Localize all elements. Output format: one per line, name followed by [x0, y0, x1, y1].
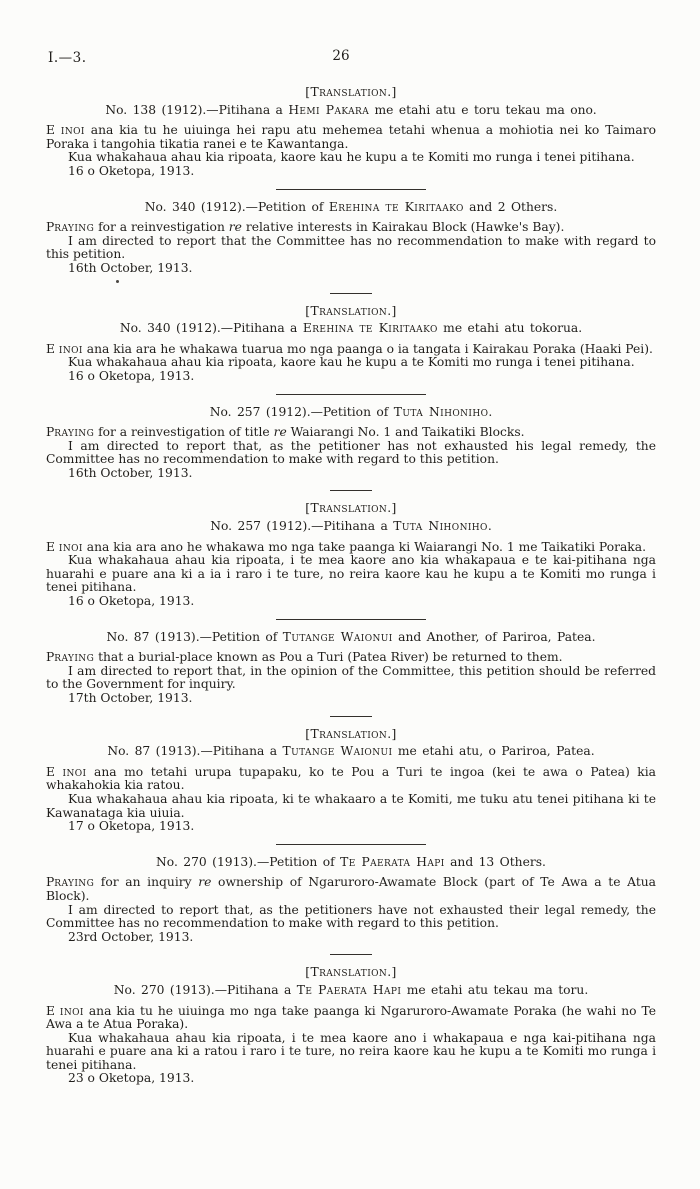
petitioner-name: Tuta Nihoniho [393, 519, 488, 534]
bracket-close: ] [391, 501, 397, 516]
text-segment: 23rd October, 1913. [68, 929, 194, 944]
date-line [46, 467, 656, 481]
petition-heading [46, 201, 656, 215]
text-segment: No. 257 (1912).—Pitihana a [210, 519, 394, 534]
text-segment: for a reinvestigation of title [94, 425, 274, 440]
section-divider [276, 619, 426, 620]
bracket-close: ] [391, 85, 397, 99]
bracket-open: [ [305, 85, 311, 99]
translation-word: Translation. [310, 726, 392, 741]
petitioner-name: Erehina te Kiritaako [302, 321, 438, 336]
translation-word: Translation. [310, 965, 392, 980]
text-segment: I am directed to report that the Committee has no recommendation to make with regard to this petition. [46, 233, 656, 262]
paragraph [46, 343, 656, 357]
text-segment: E [46, 341, 59, 356]
paragraph [46, 124, 656, 151]
translation-label [46, 86, 656, 100]
text-segment: P [46, 875, 55, 890]
text-segment: P [46, 220, 55, 235]
paragraph [46, 356, 656, 370]
text-segment: for a reinvestigation [94, 220, 229, 235]
section-divider [330, 716, 372, 717]
text-segment: 16th October, 1913. [68, 465, 193, 480]
text-segment: . [487, 519, 492, 534]
translation-label [46, 502, 656, 516]
date-line [46, 692, 656, 706]
text-segment: P [46, 425, 55, 440]
text-segment: No. 340 (1912).—Petition of [144, 199, 329, 214]
paragraph [46, 665, 656, 692]
text-segment: me etahi atu tekau ma toru. [401, 982, 589, 997]
bracket-open: [ [305, 303, 311, 318]
text-segment: and 13 Others. [444, 854, 546, 869]
petitioner-name: inoi [62, 764, 87, 779]
translation-label [46, 728, 656, 742]
petitioner-name: Te Paerata Hapi [296, 982, 402, 997]
petition-heading [46, 104, 656, 118]
petition-section-2 [46, 201, 656, 294]
section-divider [276, 189, 426, 190]
petitioner-name: Te Paerata Hapi [340, 854, 445, 869]
bracket-open: [ [305, 726, 311, 741]
petition-section-8 [46, 856, 656, 956]
text-segment: No. 257 (1912).—Petition of [209, 404, 394, 419]
date-line [46, 1072, 656, 1086]
text-segment: me etahi atu e toru tekau ma ono. [369, 102, 597, 117]
petitioner-name: raying [54, 425, 95, 440]
text-segment: Waiarangi No. 1 and Taikatiki Blocks. [286, 425, 525, 440]
text-segment: E [46, 539, 59, 554]
petitioner-name: raying [54, 875, 95, 890]
paragraph [46, 440, 656, 467]
bracket-open: [ [305, 501, 311, 516]
text-segment: ana kia tu he uiuinga mo nga take paanga ki Ngaruroro-Awamate Poraka (he wahi no Te Awa a te Atua Poraka). [46, 1003, 656, 1032]
text-segment: 23 o Oketopa, 1913. [68, 1071, 195, 1086]
petition-section-1 [46, 86, 656, 190]
text-segment: I am directed to report that, as the petitioners have not exhausted their legal remedy, the Committee has no recommendation to make with regard to this petition. [46, 902, 656, 931]
paragraph [46, 426, 656, 440]
section-divider [330, 293, 372, 294]
petition-section-3 [46, 305, 656, 395]
date-line [46, 931, 656, 945]
date-line [46, 370, 656, 384]
text-segment: 16th October, 1913. [68, 260, 193, 275]
text-segment: ana kia ara he whakawa tuarua mo nga paanga o ia tangata i Kairakau Poraka (Haaki Pei). [82, 341, 653, 356]
translation-word: Translation. [310, 85, 392, 99]
paragraph [46, 651, 656, 665]
paragraph [46, 541, 656, 555]
paragraph [46, 151, 656, 165]
date-line [46, 595, 656, 609]
text-segment: that a burial-place known as Pou a Turi (Patea River) be returned to them. [94, 650, 563, 665]
section-divider [330, 954, 372, 955]
text-segment: I am directed to report that, in the opinion of the Committee, this petition should be referred to the Government for inquiry. [46, 663, 656, 692]
petition-heading [46, 745, 656, 759]
text-segment: 17 o Oketopa, 1913. [68, 819, 195, 834]
text-segment: me etahi atu tokorua. [437, 321, 583, 336]
text-segment: No. 270 (1913).—Petition of [156, 854, 341, 869]
translation-label [46, 966, 656, 980]
bracket-close: ] [391, 726, 397, 741]
text-segment: Kua whakahaua ahau kia ripoata, i te mea kaore ano i whakapaua e nga kai-pitihana nga huarahi e puare ana ki a ratou i raro i te ture, no reira kaore kau he kupu a te Komiti mo runga i tenei pitihana. [46, 1030, 656, 1072]
section-divider [330, 490, 372, 491]
page-header [46, 48, 656, 72]
translation-label [46, 305, 656, 319]
text-segment: No. 270 (1913).—Pitihana a [113, 982, 297, 997]
petition-heading [46, 322, 656, 336]
text-segment: 16 o Oketopa, 1913. [68, 594, 195, 609]
bracket-close: ] [391, 303, 397, 318]
petitioner-name: Tuta Nihoniho [393, 404, 489, 419]
text-segment: . [488, 404, 493, 419]
text-segment: 16 o Oketopa, 1913. [68, 368, 195, 383]
text-segment: ana kia tu he uiuinga hei rapu atu mehemea tetahi whenua a mohiotia nei ko Taimaro Poraka i tangohia tikatia ranei e te Kawantanga. [46, 123, 656, 151]
text-segment: I am directed to report that, as the petitioner has not exhausted his legal remedy, the Committee has no recommendation to make with regard to this petition. [46, 438, 656, 467]
date-line [46, 820, 656, 834]
paragraph [46, 876, 656, 903]
petitioner-name: raying [54, 220, 95, 235]
petition-heading [46, 406, 656, 420]
date-line [46, 262, 656, 276]
text-segment: No. 87 (1913).—Petition of [106, 629, 283, 644]
paragraph [46, 766, 656, 793]
bracket-open: [ [305, 965, 311, 980]
page-number: 26 [332, 48, 350, 64]
petitioner-name: inoi [60, 123, 85, 138]
petitioner-name: inoi [58, 539, 83, 554]
latin-term: re [273, 425, 287, 440]
paragraph [46, 221, 656, 235]
text-segment: 17th October, 1913. [68, 691, 193, 705]
paragraph [46, 554, 656, 595]
petition-heading [46, 856, 656, 870]
translation-word: Translation. [310, 303, 392, 318]
text-segment: ownership of Ngaruroro-Awamate Block (part of Te Awa a te Atua Block). [46, 875, 657, 903]
petitioner-name: inoi [58, 341, 83, 356]
text-segment: No. 138 (1912).—Pitihana a [105, 102, 289, 117]
petitioner-name: Tutange Waionui [282, 629, 393, 644]
paragraph [46, 1005, 656, 1032]
petition-section-7 [46, 728, 656, 845]
latin-term: re [228, 220, 242, 235]
petitioner-name: raying [54, 650, 95, 665]
text-segment: Kua whakahaua ahau kia ripoata, kaore kau he kupu a te Komiti mo runga i tenei pitihana. [68, 150, 635, 165]
text-segment: E [46, 764, 63, 779]
petition-section-9 [46, 966, 656, 1086]
petition-section-5 [46, 502, 656, 619]
section-divider [276, 844, 426, 845]
date-line [46, 165, 656, 179]
text-segment: E [46, 123, 61, 138]
document-reference: I.—3. [48, 50, 87, 66]
text-segment: 16 o Oketopa, 1913. [68, 163, 195, 178]
text-segment: ana mo tetahi urupa tupapaku, ko te Pou a Turi te ingoa (kei te awa o Patea) kia whakahokia kia ratou. [46, 764, 656, 793]
paragraph [46, 1032, 656, 1073]
petition-heading [46, 631, 656, 645]
text-segment: Kua whakahaua ahau kia ripoata, ki te whakaaro a te Komiti, me tuku atu tenei pitihana ki te Kawanataga kia uiuia. [46, 791, 656, 820]
latin-term: re [198, 875, 212, 890]
document-body [46, 86, 656, 1086]
text-segment: relative interests in Kairakau Block (Hawke's Bay). [241, 220, 565, 235]
ink-dot-artifact [116, 280, 119, 283]
text-segment: No. 340 (1912).—Pitihana a [119, 321, 303, 336]
text-segment: ana kia ara ano he whakawa mo nga take paanga ki Waiarangi No. 1 me Taikatiki Poraka. [82, 539, 646, 554]
paragraph [46, 904, 656, 931]
petitioner-name: Tutange Waionui [282, 744, 393, 759]
petition-section-6 [46, 631, 656, 717]
text-segment: and 2 Others. [463, 199, 558, 214]
text-segment: Kua whakahaua ahau kia ripoata, i te mea kaore ano kia whakapaua e te kai-pitihana nga huarahi e puare ana ki a ia i raro i te ture, no reira kaore kau he kupu a te Komiti mo runga i tenei pitihana. [46, 553, 656, 595]
petition-heading [46, 984, 656, 998]
petition-heading [46, 520, 656, 534]
section-divider [276, 394, 426, 395]
petitioner-name: Erehina te Kiritaako [328, 199, 464, 214]
text-segment: Kua whakahaua ahau kia ripoata, kaore kau he kupu a te Komiti mo runga i tenei pitihana. [68, 355, 635, 370]
petition-section-4 [46, 406, 656, 492]
text-segment: E [46, 1003, 60, 1018]
petitioner-name: Hemi Pakara [288, 102, 370, 117]
text-segment: and Another, of Pariroa, Patea. [392, 629, 596, 644]
paragraph [46, 793, 656, 820]
bracket-close: ] [391, 965, 397, 980]
paragraph [46, 235, 656, 262]
text-segment: P [46, 650, 55, 665]
text-segment: No. 87 (1913).—Pitihana a [107, 744, 283, 759]
text-segment: me etahi atu, o Pariroa, Patea. [392, 744, 595, 759]
text-segment: for an inquiry [94, 875, 199, 890]
petitioner-name: inoi [59, 1003, 84, 1018]
translation-word: Translation. [310, 501, 392, 516]
